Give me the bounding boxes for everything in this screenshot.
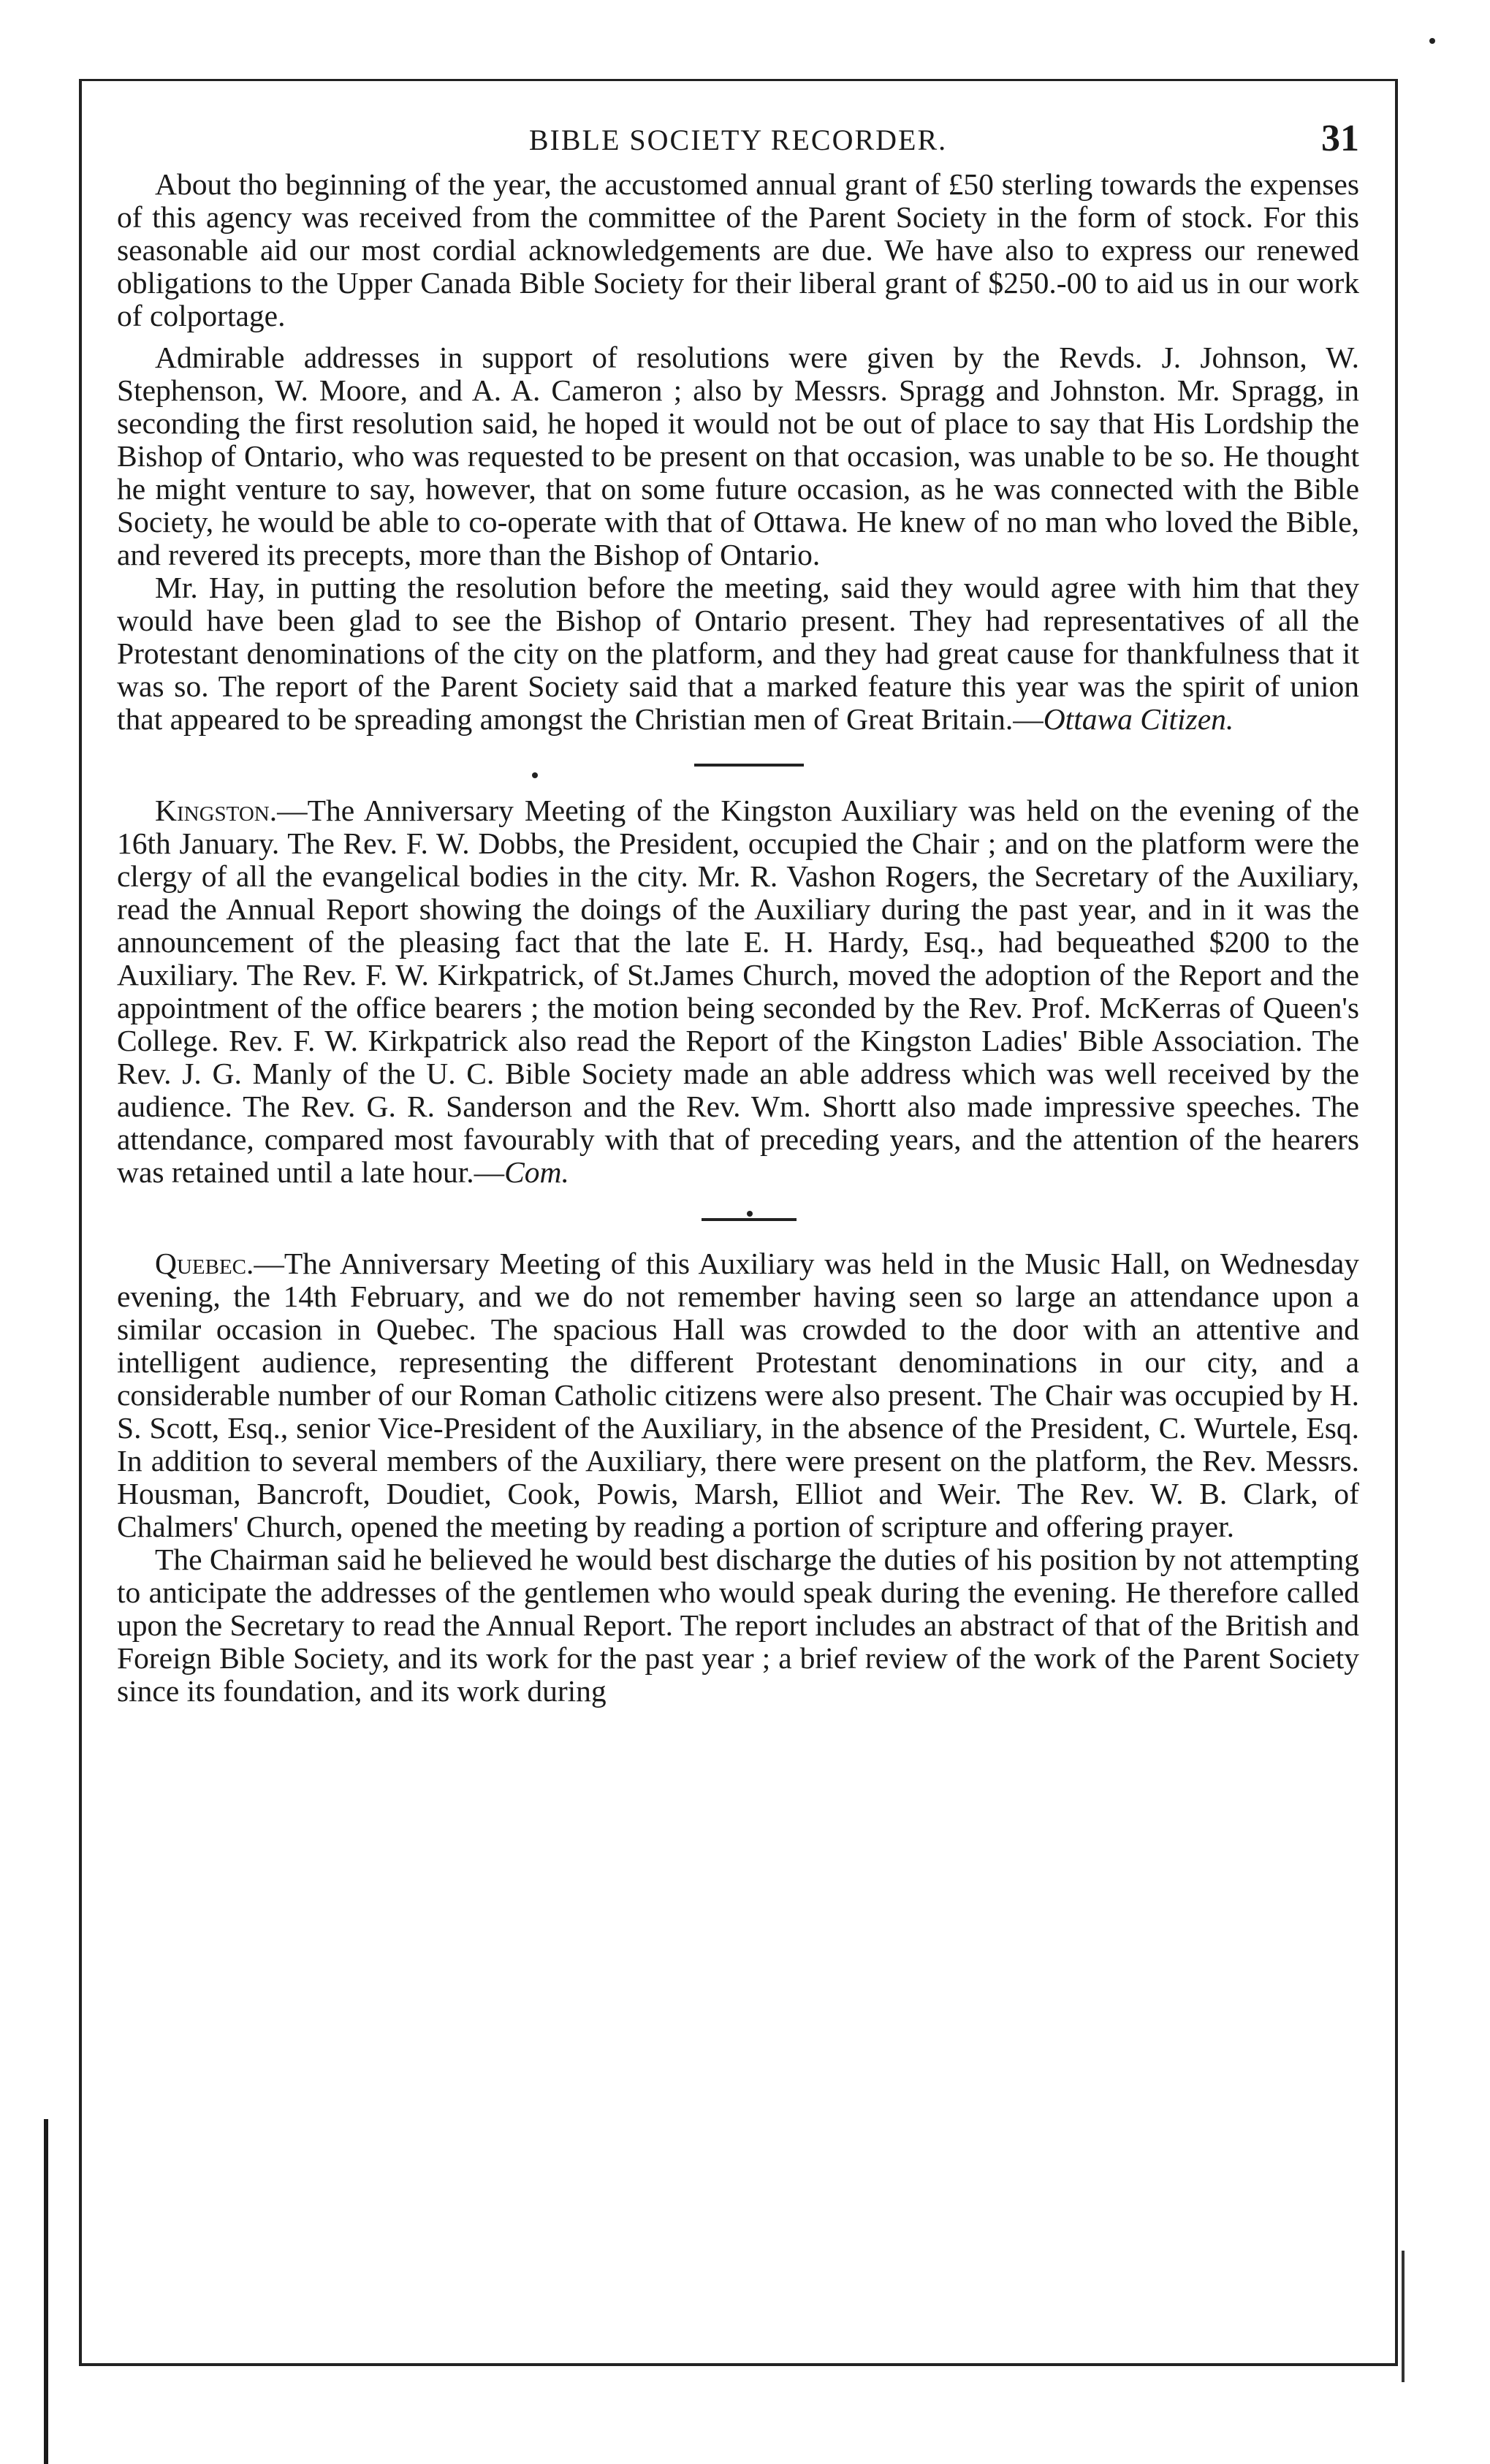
separator-rule [702, 1218, 797, 1221]
kingston-heading: Kingston. [155, 794, 278, 827]
section-separator [117, 736, 1359, 794]
separator-dot [747, 1211, 753, 1217]
page-number: 31 [1321, 118, 1359, 159]
paragraph-kingston [117, 794, 1359, 1189]
separator-dot [532, 772, 538, 778]
print-speck [1429, 38, 1435, 44]
paragraph-grant: About tho beginning of the year, the accustomed annual grant of £50 sterling towards the expenses of this agency was received from the committee of the Parent Society in the form of stock. For this seasonable aid our most cordial acknowledgements are due. We have also to express our renewed obligations to the Upper Canada Bible Society for their liberal grant of $250.-00 to aid us in our work of colportage. [117, 167, 1359, 332]
source-ottawa-citizen: Ottawa Citizen. [1043, 702, 1234, 736]
quebec-text: —The Anniversary Meeting of this Auxiliary was held in the Music Hall, on Wednesday evening, the 14th February, and we do not remember having seen so large an attendance upon a similar occasion in Quebec. The spacious Hall was crowded to the door with an attentive and intelligent audience, representing the different Protestant denominations in our city, and a considerable number of our Roman Catholic citizens were also present. The Chair was occupied by H. S. Scott, Esq., senior Vice-President of the Auxiliary, in the absence of the President, C. Wurtele, Esq. In addition to several members of the Auxiliary, there were present on the platform, the Rev. Messrs. Housman, Bancroft, Doudiet, Cook, Powis, Marsh, Elliot and Weir. The Rev. W. B. Clark, of Chalmers' Church, opened the meeting by reading a portion of scripture and offering prayer. [117, 1247, 1359, 1543]
page-content [117, 117, 1359, 1708]
kingston-text: —The Anniversary Meeting of the Kingston Auxiliary was held on the evening of the 16th January. The Rev. F. W. Dobbs, the President, occupied the Chair ; and on the platform were the clergy of all the evangelical bodies in the city. Mr. R. Vashon Rogers, the Secretary of the Auxiliary, read the Annual Report showing the doings of the Auxiliary during the past year, and in it was the announcement of the pleasing fact that the late E. H. Hardy, Esq., had bequeathed $200 to the Auxiliary. The Rev. F. W. Kirkpatrick, of St.James Church, moved the adoption of the Report and the appointment of the office bearers ; the motion being seconded by the Rev. Prof. McKerras of Queen's College. Rev. F. W. Kirkpatrick also read the Report of the Kingston Ladies' Bible Association. The Rev. J. G. Manly of the U. C. Bible Society made an able address which was well received by the audience. The Rev. G. R. Sanderson and the Rev. Wm. Shortt also made impressive speeches. The attendance, compared most favourably with that of preceding years, and the attention of the hearers was retained until a late hour.— [117, 794, 1359, 1189]
mr-hay-text: Mr. Hay, in putting the resolution before the meeting, said they would agree with him that they would have been glad to see the Bishop of Ontario present. They had representatives of all the Protestant denominations of the city on the platform, and they had great cause for thankfulness that it was so. The report of the Parent Society said that a marked feature this year was the spirit of union that appeared to be spreading amongst the Christian men of Great Britain.— [117, 571, 1359, 736]
paragraph-mr-hay [117, 571, 1359, 736]
section-separator [117, 1189, 1359, 1247]
running-title: BIBLE SOCIETY RECORDER. [528, 123, 948, 156]
running-head [117, 117, 1359, 168]
source-com: Com. [504, 1155, 569, 1189]
right-edge-rule [1402, 2251, 1405, 2382]
paragraph-addresses: Admirable addresses in support of resolutions were given by the Revds. J. Johnson, W. Stephenson, W. Moore, and A. A. Cameron ; also by Messrs. Spragg and Johnston. Mr. Spragg, in seconding the first resolution said, he hoped it would not be out of place to say that His Lordship the Bishop of Ontario, who was requested to be present on that occasion, was unable to be so. He thought he might venture to say, however, that on some future occasion, as he was connected with the Bible Society, he would be able to co-operate with that of Ottawa. He knew of no man who loved the Bible, and revered its precepts, more than the Bishop of Ontario. [117, 341, 1359, 571]
separator-rule [694, 764, 804, 767]
paragraph-quebec [117, 1247, 1359, 1543]
paragraph-chairman: The Chairman said he believed he would best discharge the duties of his position by not attempting to anticipate the addresses of the gentlemen who would speak during the evening. He therefore called upon the Secretary to read the Annual Report. The report includes an abstract of that of the British and Foreign Bible Society, and its work for the past year ; a brief review of the work of the Parent Society since its foundation, and its work during [117, 1543, 1359, 1708]
quebec-heading: Quebec. [155, 1247, 254, 1280]
binding-edge-rule [44, 2119, 48, 2464]
